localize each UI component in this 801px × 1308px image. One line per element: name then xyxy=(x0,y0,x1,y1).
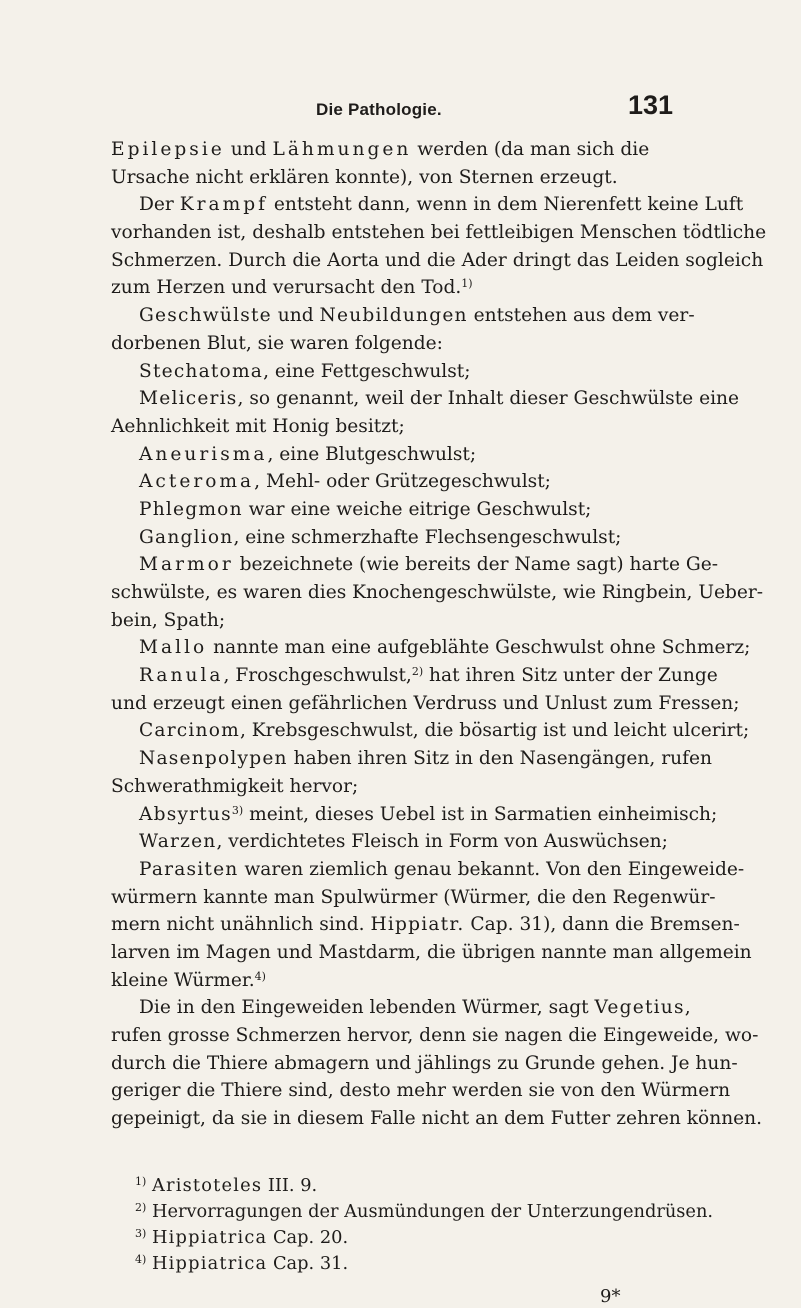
footnote-mark: 3) xyxy=(135,1227,147,1240)
text-line xyxy=(111,911,740,939)
text-run: Ursache nicht erklären konnte), von Sternen erzeugt. xyxy=(111,166,618,188)
footnote-ref: 1) xyxy=(461,277,473,291)
footnote-mark: 1) xyxy=(135,1175,147,1188)
text-run: und erzeugt einen gefährlichen Verdruss und Unlust zum Fressen; xyxy=(111,692,740,714)
spaced-term: Absyrtus xyxy=(139,803,232,825)
text-run: dorbenen Blut, sie waren folgende: xyxy=(111,332,443,354)
spaced-term: Mallo xyxy=(139,637,208,659)
text-run: schwülste, es waren dies Knochengeschwülste, wie Ringbein, Ueber- xyxy=(111,582,764,603)
text-run: , Krebsgeschwulst, die bösartig ist und leicht ulcerirt; xyxy=(239,720,750,742)
text-line xyxy=(111,524,696,552)
text-run: , xyxy=(684,997,691,1019)
text-run: bein, Spath; xyxy=(111,609,226,631)
footnote xyxy=(111,1199,714,1225)
spaced-term: Hippiatrica xyxy=(151,1227,268,1248)
text-run: und xyxy=(271,305,320,327)
text-run: rufen grosse Schmerzen hervor, denn sie nagen die Eingeweide, wo- xyxy=(111,1025,759,1046)
footnotes xyxy=(111,1173,714,1277)
text-line xyxy=(111,136,696,164)
text-run: kleine Würmer. xyxy=(111,969,255,991)
text-line xyxy=(111,191,744,219)
text-line xyxy=(111,967,696,995)
text-line xyxy=(111,468,696,496)
spaced-term: Warzen xyxy=(139,831,217,853)
spaced-term: Phlegmon xyxy=(139,498,243,520)
footnote-mark: 4) xyxy=(135,1253,147,1266)
spaced-term: Marmor xyxy=(139,554,234,576)
text-line xyxy=(111,247,764,275)
text-run: und xyxy=(224,139,273,160)
text-run: Schwerathmigkeit hervor; xyxy=(111,775,359,797)
text-run: , verdichtetes Fleisch in Form von Auswüchsen; xyxy=(216,831,668,853)
text-run: Cap. 20. xyxy=(267,1227,349,1248)
text-run: , eine Fettgeschwulst; xyxy=(263,360,471,382)
text-run: zum Herzen und verursacht den Tod. xyxy=(111,277,462,299)
text-run: mern nicht unähnlich sind. xyxy=(111,914,371,936)
text-run: haben ihren Sitz in den Nasengängen, rufen xyxy=(287,748,712,770)
text-line xyxy=(111,496,696,524)
text-run: entsteht dann, wenn in dem Nierenfett keine Luft xyxy=(268,194,744,216)
text-line xyxy=(111,607,696,635)
spaced-term: Aneurisma xyxy=(139,443,268,465)
spaced-term: Hippiatr. xyxy=(370,914,465,936)
spaced-term: Ranula xyxy=(139,665,224,687)
text-run: entstehen aus dem ver- xyxy=(467,305,695,327)
text-line xyxy=(111,717,750,745)
footnote xyxy=(111,1225,696,1251)
text-line xyxy=(111,1077,731,1105)
footnote-ref: 2) xyxy=(411,665,424,679)
body-text xyxy=(111,136,767,1133)
text-line xyxy=(111,579,764,607)
text-line xyxy=(111,358,696,386)
text-line xyxy=(111,1050,738,1078)
running-head: Die Pathologie. xyxy=(316,100,442,119)
text-line xyxy=(111,690,740,718)
text-line xyxy=(111,1105,763,1133)
text-run: vorhanden ist, deshalb entstehen bei fettleibigen Menschen tödtliche xyxy=(111,222,767,244)
text-run: werden (da man sich die xyxy=(411,139,650,160)
text-line xyxy=(111,551,718,579)
page-header xyxy=(0,90,801,126)
text-run: meint, dieses Uebel ist in Sarmatien einheimisch; xyxy=(243,803,718,825)
text-line xyxy=(111,274,696,302)
text-line xyxy=(111,939,752,967)
footnote xyxy=(111,1173,696,1199)
spaced-term: Ganglion xyxy=(139,526,234,548)
text-line xyxy=(111,441,696,469)
text-run: Cap. 31. xyxy=(267,1253,349,1274)
spaced-term: Krampf xyxy=(179,194,268,216)
text-line xyxy=(111,884,716,912)
text-run: , eine Blutgeschwulst; xyxy=(267,443,477,465)
footnote-mark: 2) xyxy=(135,1201,147,1214)
spaced-term: Parasiten xyxy=(139,858,239,880)
text-line xyxy=(111,385,740,413)
spaced-term: Nasenpolypen xyxy=(139,748,288,770)
text-run: III. 9. xyxy=(262,1175,318,1196)
text-run: Schmerzen. Durch die Aorta und die Ader dringt das Leiden sogleich xyxy=(111,249,764,271)
text-run: Hervorragungen der Ausmündungen der Unterzungendrüsen. xyxy=(151,1201,714,1222)
text-run: Cap. 31), dann die Bremsen- xyxy=(464,914,740,936)
text-run: Aehnlichkeit mit Honig besitzt; xyxy=(111,415,405,437)
text-line xyxy=(111,1022,759,1050)
spaced-term: Lähmungen xyxy=(272,139,412,160)
text-run: , eine schmerzhafte Flechsengeschwulst; xyxy=(233,526,622,548)
text-line xyxy=(111,994,696,1022)
text-line xyxy=(111,801,718,829)
text-run: waren ziemlich genau bekannt. Von den Eingeweide- xyxy=(238,858,745,880)
spaced-term: Geschwülste xyxy=(139,305,272,327)
text-run: Die in den Eingeweiden lebenden Würmer, sagt xyxy=(139,997,595,1019)
text-run: war eine weiche eitrige Geschwulst; xyxy=(242,498,592,520)
spaced-term: Aristoteles xyxy=(151,1175,263,1196)
text-line xyxy=(111,828,696,856)
text-run: , so genannt, weil der Inhalt dieser Geschwülste eine xyxy=(237,388,740,410)
page-number: 131 xyxy=(628,90,674,120)
text-run: geriger die Thiere sind, desto mehr werden sie von den Würmern xyxy=(111,1080,731,1102)
spaced-term: Acteroma xyxy=(139,471,255,493)
signature-mark: 9* xyxy=(600,1286,621,1307)
text-line xyxy=(111,219,767,247)
text-run: Der xyxy=(139,194,180,216)
text-line xyxy=(111,856,745,884)
spaced-term: Neubildungen xyxy=(319,305,468,327)
spaced-term: Vegetius xyxy=(594,997,685,1019)
spaced-term: Stechatoma xyxy=(139,360,264,382)
spaced-term: Hippiatrica xyxy=(151,1253,268,1274)
footnote-ref: 3) xyxy=(231,803,244,817)
text-line xyxy=(111,745,712,773)
footnote xyxy=(111,1251,696,1277)
spaced-term: Epilepsie xyxy=(111,139,225,160)
text-run: larven im Magen und Mastdarm, die übrigen nannte man allgemein xyxy=(111,941,752,963)
text-run: , Mehl- oder Grützegeschwulst; xyxy=(254,471,551,493)
spaced-term: Meliceris xyxy=(139,388,238,410)
text-line xyxy=(111,773,696,801)
text-run: nannte man eine aufgeblähte Geschwulst ohne Schmerz; xyxy=(207,637,751,659)
text-line xyxy=(111,662,718,690)
text-line xyxy=(111,634,751,662)
text-run: hat ihren Sitz unter der Zunge xyxy=(423,665,718,687)
text-run: würmern kannte man Spulwürmer (Würmer, die den Regenwür- xyxy=(111,886,716,908)
text-run: gepeinigt, da sie in diesem Falle nicht an dem Futter zehren können. xyxy=(111,1108,763,1130)
text-line xyxy=(111,330,696,358)
text-line xyxy=(111,413,696,441)
spaced-term: Carcinom xyxy=(139,720,240,742)
text-run: , Froschgeschwulst, xyxy=(223,665,412,687)
text-run: durch die Thiere abmagern und jählings zu Grunde gehen. Je hun- xyxy=(111,1052,738,1074)
text-line xyxy=(111,164,696,192)
footnote-ref: 4) xyxy=(254,969,266,983)
text-run: bezeichnete (wie bereits der Name sagt) harte Ge- xyxy=(233,554,718,576)
text-line xyxy=(111,302,696,330)
